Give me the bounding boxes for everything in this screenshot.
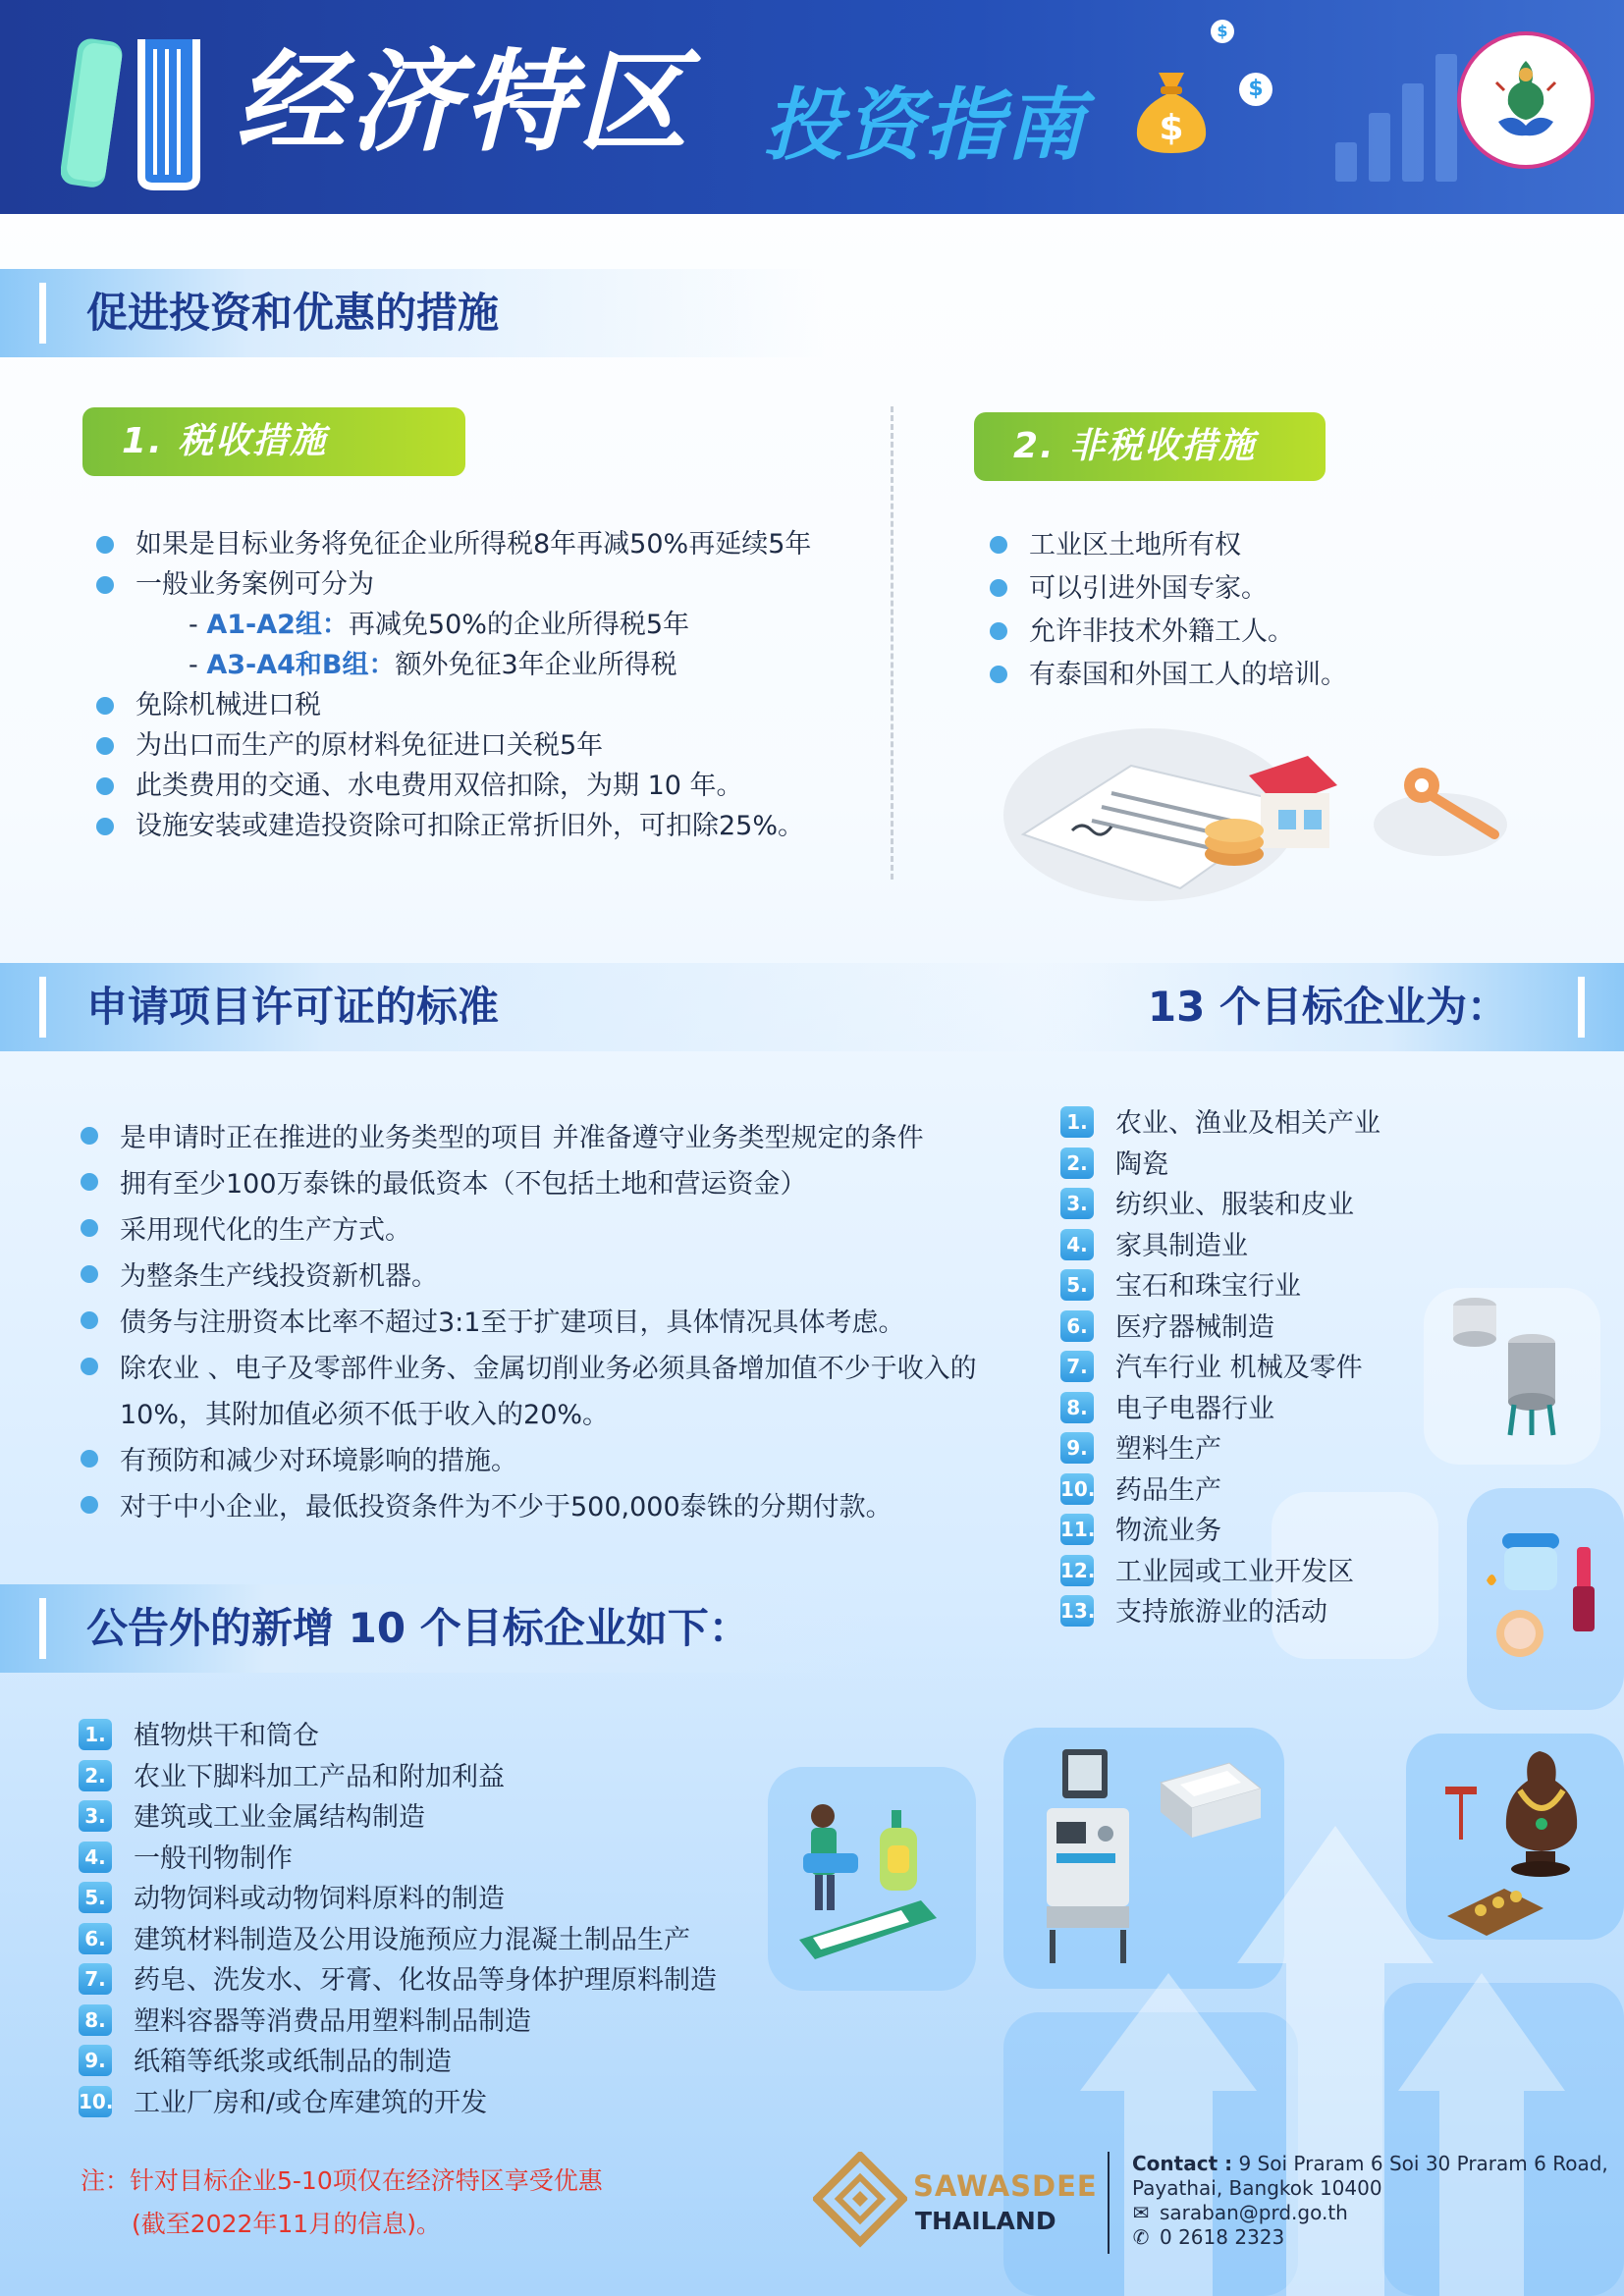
jewelry-illustration [1441, 1741, 1598, 1938]
list-item: 拥有至少100万泰铢的最低资本（不包括土地和营运资金） [81, 1161, 984, 1207]
list-item: 6. 医疗器械制造 [1060, 1308, 1473, 1349]
sawasdee-logo-mark [813, 2152, 907, 2250]
list-item: 12. 工业园或工业开发区 [1060, 1556, 1354, 1587]
footnote [81, 2160, 603, 2246]
bar-chart-decoration [1335, 54, 1457, 182]
list-item: 采用现代化的生产方式。 [81, 1207, 984, 1254]
list-item: 一般业务案例可分为 [96, 564, 872, 605]
footer-divider [1108, 2152, 1110, 2254]
list-item: 7. 药皂、洗发水、牙膏、化妆品等身体护理原料制造 [79, 1960, 785, 2002]
contact-label: Contact : [1132, 2152, 1233, 2175]
list-item: 11. 物流业务 [1060, 1516, 1221, 1546]
list-subitem: - A1-A2组：再减免50%的企业所得税5年 [189, 610, 690, 640]
list-item: 5. 宝石和珠宝行业 [1060, 1266, 1473, 1308]
section-header-13-targets [1035, 963, 1624, 1051]
section-accent [39, 283, 46, 344]
toiletries-illustration [793, 1802, 950, 1969]
list-item: 9. 塑料生产 [1060, 1429, 1473, 1470]
list-item: 债务与注册资本比率不超过3:1至于扩建项目，具体情况具体考虑。 [81, 1300, 984, 1346]
list-item: 5. 动物饲料或动物饲料原料的制造 [79, 1879, 785, 1920]
list-item: 允许非技术外籍工人。 [990, 611, 1540, 654]
section-title: 公告外的新增 10 个目标企业如下： [86, 1604, 750, 1652]
footnote-line: (截至2022年11月的信息)。 [132, 2210, 441, 2238]
list-item: 此类费用的交通、水电费用双倍扣除，为期 10 年。 [96, 766, 872, 806]
dollar-coin-icon: $ [1211, 20, 1234, 43]
list-item: 1. 农业、渔业及相关产业 [1060, 1103, 1473, 1145]
list-item: 13. 支持旅游业的活动 [1060, 1597, 1327, 1628]
list-item: 有泰国和外国工人的培训。 [990, 654, 1540, 697]
contact-block [1132, 2152, 1608, 2250]
criteria-list [81, 1115, 984, 1530]
contact-email[interactable]: saraban@prd.go.th [1160, 2201, 1348, 2224]
footnote-line: 注：针对目标企业5-10项仅在经济特区享受优惠 [81, 2166, 603, 2195]
list-item: 可以引进外国专家。 [990, 567, 1540, 611]
list-item: 8. 塑料容器等消费品用塑料制品制造 [79, 2002, 785, 2043]
contact-phone[interactable]: 0 2618 2323 [1160, 2225, 1285, 2249]
brand-name-line1: SAWASDEE [913, 2169, 1098, 2203]
list-item: 为整条生产线投资新机器。 [81, 1254, 984, 1300]
phone-icon: ✆ [1132, 2225, 1150, 2249]
non-tax-measures-pill: 2. 非税收措施 [974, 412, 1326, 481]
cosmetics-illustration [1483, 1527, 1610, 1681]
header-banner [0, 0, 1624, 214]
list-item: 对于中小企业，最低投资条件为不少于500,000泰铢的分期付款。 [81, 1484, 984, 1530]
section-title: 13 个目标企业为： [1147, 983, 1508, 1031]
section-title: 申请项目许可证的标准 [86, 983, 500, 1031]
tax-measures-pill: 1. 税收措施 [82, 407, 465, 476]
list-item: 9. 纸箱等纸浆或纸制品的制造 [79, 2042, 785, 2083]
list-item: 设施安装或建造投资除可扣除正常折旧外，可扣除25%。 [96, 806, 872, 846]
list-subitem: - A3-A4和B组：额外免征3年企业所得税 [189, 650, 677, 680]
page-title: 经济特区 [236, 39, 691, 167]
book-icon [61, 29, 208, 191]
list-item: 3. 建筑或工业金属结构制造 [79, 1797, 785, 1839]
contact-address: Payathai, Bangkok 10400 [1132, 2176, 1382, 2200]
contract-house-key-illustration [1003, 717, 1534, 903]
list-item: 是申请时正在推进的业务类型的项目 并准备遵守业务类型规定的条件 [81, 1115, 984, 1161]
list-item: 2. 陶瓷 [1060, 1145, 1473, 1186]
dollar-coin-icon: $ [1239, 73, 1272, 106]
section-accent [1578, 977, 1585, 1038]
list-item: 工业区土地所有权 [990, 524, 1540, 567]
svg-text:$: $ [1159, 108, 1184, 148]
list-item: 有预防和减少对环境影响的措施。 [81, 1438, 984, 1484]
mail-icon: ✉ [1132, 2201, 1150, 2224]
sawasdee-thailand-logo [813, 2152, 1098, 2250]
contact-address: 9 Soi Praram 6 Soi 30 Praram 6 Road, [1238, 2152, 1608, 2175]
list-item: 4. 家具制造业 [1060, 1226, 1473, 1267]
section-header-measures [0, 269, 825, 357]
page-subtitle: 投资指南 [764, 80, 1086, 171]
list-item: 1. 植物烘干和筒仓 [79, 1716, 785, 1757]
list-item: 6. 建筑材料制造及公用设施预应力混凝土制品生产 [79, 1920, 785, 1961]
list-item: 如果是目标业务将免征企业所得税8年再减50%再延续5年 [96, 524, 872, 564]
emblem-logo [1457, 31, 1595, 169]
list-item: 8. 电子电器行业 [1060, 1389, 1473, 1430]
list-item: 3. 纺织业、服装和皮业 [1060, 1185, 1473, 1226]
list-item: 10. 工业厂房和/或仓库建筑的开发 [79, 2087, 488, 2118]
list-item: 为出口而生产的原材料免征进口关税5年 [96, 725, 872, 766]
list-item: 7. 汽车行业 机械及零件 [1060, 1348, 1473, 1389]
list-item: 除农业 、电子及零部件业务、金属切削业务必须具备增加值不少于收入的10%，其附加值必须不低于收入的20%。 [81, 1346, 1003, 1438]
money-bag-icon [1131, 61, 1212, 155]
list-item: 免除机械进口税 [96, 685, 872, 725]
section-accent [39, 977, 46, 1038]
section-header-new-targets [0, 1584, 884, 1673]
non-tax-measures-list [990, 524, 1540, 697]
new-target-industries-list [79, 1716, 785, 2123]
section-header-criteria [0, 963, 1080, 1051]
medical-equipment-illustration [1033, 1743, 1269, 1969]
column-divider [891, 406, 893, 880]
target-industries-list [1060, 1103, 1473, 1633]
silo-illustration [1449, 1292, 1577, 1439]
list-item: 10. 药品生产 [1060, 1474, 1221, 1506]
list-item: 2. 农业下脚料加工产品和附加利益 [79, 1757, 785, 1798]
section-title: 促进投资和优惠的措施 [86, 289, 500, 337]
section-accent [39, 1598, 46, 1659]
tax-measures-list [96, 524, 872, 846]
list-item: 4. 一般刊物制作 [79, 1839, 785, 1880]
brand-name-line2: THAILAND [915, 2207, 1056, 2235]
